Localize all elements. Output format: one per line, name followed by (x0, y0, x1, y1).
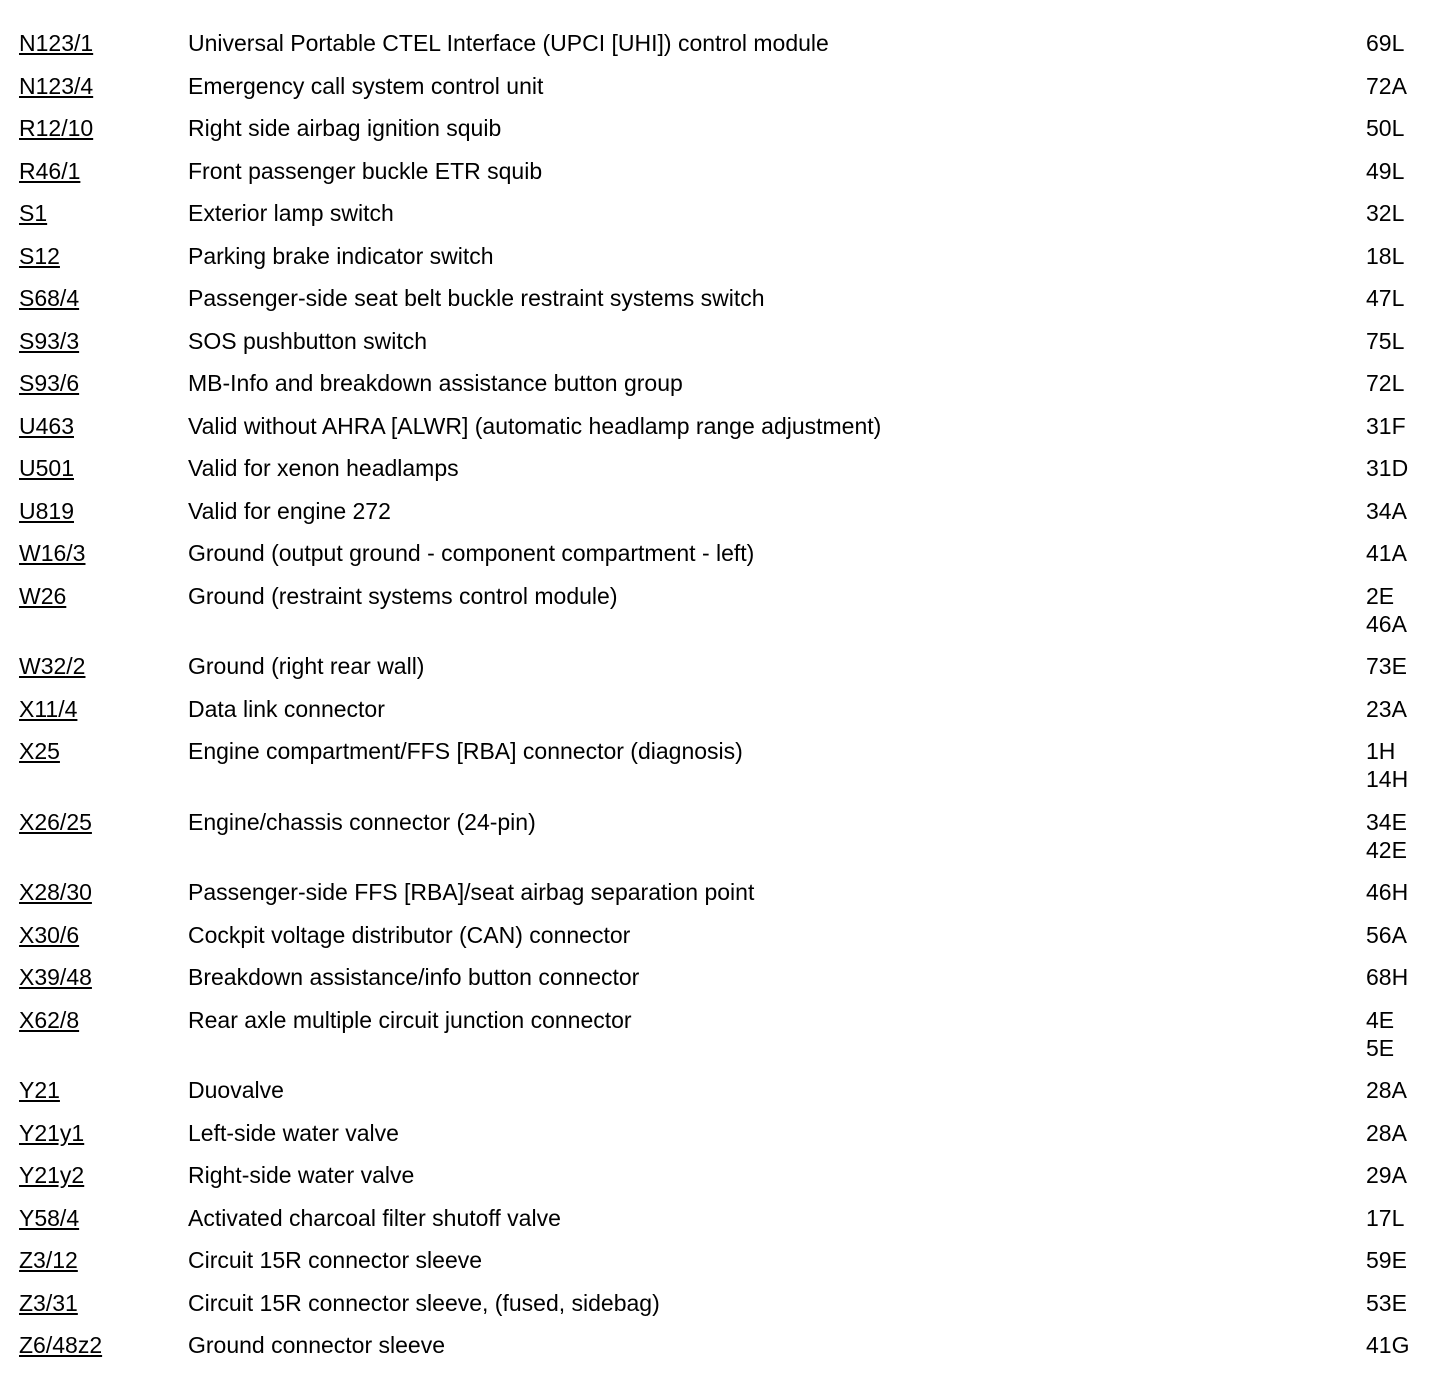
grid-reference-cell (1366, 1006, 1394, 1062)
legend-row (0, 1241, 1456, 1284)
component-description: Circuit 15R connector sleeve, (fused, sidebag) (188, 1289, 660, 1316)
legend-row (0, 1001, 1456, 1072)
component-description: Circuit 15R connector sleeve (188, 1247, 483, 1273)
legend-row (0, 67, 1456, 110)
grid-reference-cell (1366, 963, 1408, 991)
component-code-link[interactable]: S93/6 (19, 370, 80, 396)
component-code-link[interactable]: X30/6 (19, 921, 80, 948)
legend-row (0, 732, 1456, 803)
component-code-link[interactable]: Z3/12 (19, 1247, 78, 1273)
grid-reference: 29A (1366, 1162, 1407, 1188)
grid-reference-cell (1366, 199, 1404, 227)
grid-reference-cell (1366, 921, 1407, 949)
component-code-link[interactable]: S93/3 (19, 327, 80, 354)
grid-reference: 2E (1366, 582, 1395, 609)
grid-reference-cell (1366, 72, 1407, 100)
grid-reference: 18L (1366, 242, 1405, 269)
legend-row (0, 24, 1456, 67)
grid-reference-cell (1366, 695, 1407, 723)
legend-row (0, 690, 1456, 733)
component-description: Ground connector sleeve (188, 1332, 445, 1358)
grid-reference-cell (1366, 737, 1408, 793)
grid-reference-cell (1366, 582, 1407, 638)
component-code-link[interactable]: Y21 (19, 1077, 60, 1103)
component-description: Passenger-side FFS [RBA]/seat airbag separation point (188, 879, 755, 905)
component-code-link[interactable]: N123/1 (19, 30, 94, 56)
grid-reference-cell (1366, 369, 1404, 397)
component-code-link[interactable]: W16/3 (19, 540, 86, 566)
grid-reference-cell (1366, 497, 1407, 525)
grid-reference-cell (1366, 1076, 1407, 1104)
component-code-link[interactable]: X28/30 (19, 879, 92, 905)
grid-reference-cell (1366, 454, 1408, 482)
component-description: Activated charcoal filter shutoff valve (188, 1204, 561, 1231)
grid-reference: 72A (1366, 72, 1407, 99)
component-code-link[interactable]: U463 (19, 412, 74, 439)
legend-row (0, 1284, 1456, 1327)
legend-row (0, 1114, 1456, 1157)
component-description: Universal Portable CTEL Interface (UPCI [UHI]) control module (188, 30, 829, 56)
component-code-link[interactable]: X25 (19, 738, 60, 764)
grid-reference-cell (1366, 327, 1404, 355)
grid-reference: 50L (1366, 115, 1405, 141)
component-description: Valid for xenon headlamps (188, 455, 459, 481)
legend-row (0, 873, 1456, 916)
component-description: Breakdown assistance/info button connector (188, 964, 640, 990)
grid-reference-cell (1366, 1204, 1404, 1232)
component-description: Front passenger buckle ETR squib (188, 157, 543, 184)
component-description: Duovalve (188, 1077, 284, 1103)
grid-reference: 34E (1366, 808, 1407, 835)
component-code-link[interactable]: Y21y2 (19, 1162, 85, 1188)
grid-reference: 28A (1366, 1077, 1407, 1103)
legend-row (0, 109, 1456, 152)
grid-reference: 59E (1366, 1247, 1407, 1273)
component-description: Parking brake indicator switch (188, 242, 494, 269)
grid-reference: 41A (1366, 540, 1407, 566)
component-code-link[interactable]: X26/25 (19, 808, 92, 835)
grid-reference: 5E (1366, 1034, 1395, 1061)
grid-reference-cell (1366, 29, 1404, 57)
grid-reference: 72L (1366, 370, 1405, 396)
legend-row (0, 492, 1456, 535)
grid-reference-cell (1366, 157, 1404, 185)
grid-reference: 23A (1366, 695, 1407, 722)
grid-reference: 1H (1366, 738, 1396, 764)
grid-reference: 56A (1366, 921, 1407, 948)
grid-reference-cell (1366, 652, 1407, 680)
component-code-link[interactable]: U501 (19, 455, 74, 481)
component-legend-list (0, 24, 1456, 1369)
component-description: Right side airbag ignition squib (188, 115, 502, 141)
grid-reference: 75L (1366, 327, 1405, 354)
grid-reference-cell (1366, 242, 1404, 270)
component-code-link[interactable]: X11/4 (19, 695, 78, 722)
component-description: Engine/chassis connector (24-pin) (188, 808, 536, 835)
component-description: Data link connector (188, 695, 385, 722)
grid-reference-cell (1366, 539, 1407, 567)
legend-row (0, 449, 1456, 492)
grid-reference: 46A (1366, 610, 1407, 637)
component-description: Exterior lamp switch (188, 200, 394, 226)
component-code-link[interactable]: S1 (19, 200, 48, 226)
component-code-link[interactable]: X62/8 (19, 1006, 80, 1033)
grid-reference: 17L (1366, 1204, 1405, 1231)
grid-reference: 34A (1366, 497, 1407, 524)
grid-reference-cell (1366, 412, 1406, 440)
component-code-link[interactable]: X39/48 (19, 964, 92, 990)
component-description: Passenger-side seat belt buckle restraint systems switch (188, 285, 765, 311)
legend-row (0, 647, 1456, 690)
grid-reference-cell (1366, 878, 1408, 906)
grid-reference: 46H (1366, 879, 1409, 905)
component-code-link[interactable]: Y58/4 (19, 1204, 80, 1231)
component-description: Valid without AHRA [ALWR] (automatic headlamp range adjustment) (188, 412, 882, 439)
component-code-link[interactable]: W26 (19, 582, 67, 609)
legend-row (0, 916, 1456, 959)
grid-reference-cell (1366, 1331, 1409, 1359)
grid-reference-cell (1366, 1119, 1407, 1147)
legend-row (0, 152, 1456, 195)
grid-reference: 28A (1366, 1119, 1407, 1146)
legend-row (0, 279, 1456, 322)
grid-reference-cell (1366, 114, 1404, 142)
component-description: Ground (output ground - component compartment - left) (188, 540, 755, 566)
component-description: Left-side water valve (188, 1119, 399, 1146)
component-description: Valid for engine 272 (188, 497, 391, 524)
grid-reference-cell (1366, 1246, 1407, 1274)
legend-row (0, 534, 1456, 577)
component-code-link[interactable]: W32/2 (19, 653, 86, 679)
component-description: Ground (right rear wall) (188, 653, 425, 679)
component-code-link[interactable]: S12 (19, 242, 60, 269)
legend-row (0, 1156, 1456, 1199)
legend-row (0, 958, 1456, 1001)
component-code-link[interactable]: R12/10 (19, 115, 94, 141)
grid-reference-cell (1366, 808, 1407, 864)
grid-reference-cell (1366, 284, 1404, 312)
component-code-link[interactable]: N123/4 (19, 72, 94, 99)
component-code-link[interactable]: Z6/48z2 (19, 1332, 103, 1358)
component-code-link[interactable]: Z3/31 (19, 1289, 78, 1316)
grid-reference: 4E (1366, 1006, 1395, 1033)
component-description: Right-side water valve (188, 1162, 415, 1188)
component-description: Cockpit voltage distributor (CAN) connector (188, 921, 631, 948)
grid-reference: 41G (1366, 1332, 1410, 1358)
component-description: Emergency call system control unit (188, 72, 544, 99)
legend-row (0, 194, 1456, 237)
component-description: Rear axle multiple circuit junction connector (188, 1006, 632, 1033)
grid-reference: 14H (1366, 766, 1409, 792)
component-description: Ground (restraint systems control module) (188, 582, 618, 609)
grid-reference: 31F (1366, 412, 1406, 439)
grid-reference: 31D (1366, 455, 1409, 481)
component-code-link[interactable]: S68/4 (19, 285, 80, 311)
legend-row (0, 1071, 1456, 1114)
grid-reference-cell (1366, 1161, 1407, 1189)
legend-row (0, 577, 1456, 648)
grid-reference: 68H (1366, 964, 1409, 990)
legend-row (0, 1199, 1456, 1242)
legend-row (0, 803, 1456, 874)
legend-row (0, 1326, 1456, 1369)
legend-row (0, 364, 1456, 407)
legend-row (0, 237, 1456, 280)
grid-reference: 47L (1366, 285, 1405, 311)
grid-reference: 69L (1366, 30, 1405, 56)
grid-reference: 49L (1366, 157, 1405, 184)
component-description: MB-Info and breakdown assistance button group (188, 370, 683, 396)
grid-reference-cell (1366, 1289, 1407, 1317)
legend-row (0, 407, 1456, 450)
component-code-link[interactable]: Y21y1 (19, 1119, 85, 1146)
grid-reference: 73E (1366, 653, 1407, 679)
component-description: Engine compartment/FFS [RBA] connector (diagnosis) (188, 738, 743, 764)
grid-reference: 32L (1366, 200, 1405, 226)
component-description: SOS pushbutton switch (188, 327, 428, 354)
grid-reference: 53E (1366, 1289, 1407, 1316)
legend-row (0, 322, 1456, 365)
component-code-link[interactable]: U819 (19, 497, 74, 524)
component-code-link[interactable]: R46/1 (19, 157, 81, 184)
grid-reference: 42E (1366, 836, 1407, 863)
